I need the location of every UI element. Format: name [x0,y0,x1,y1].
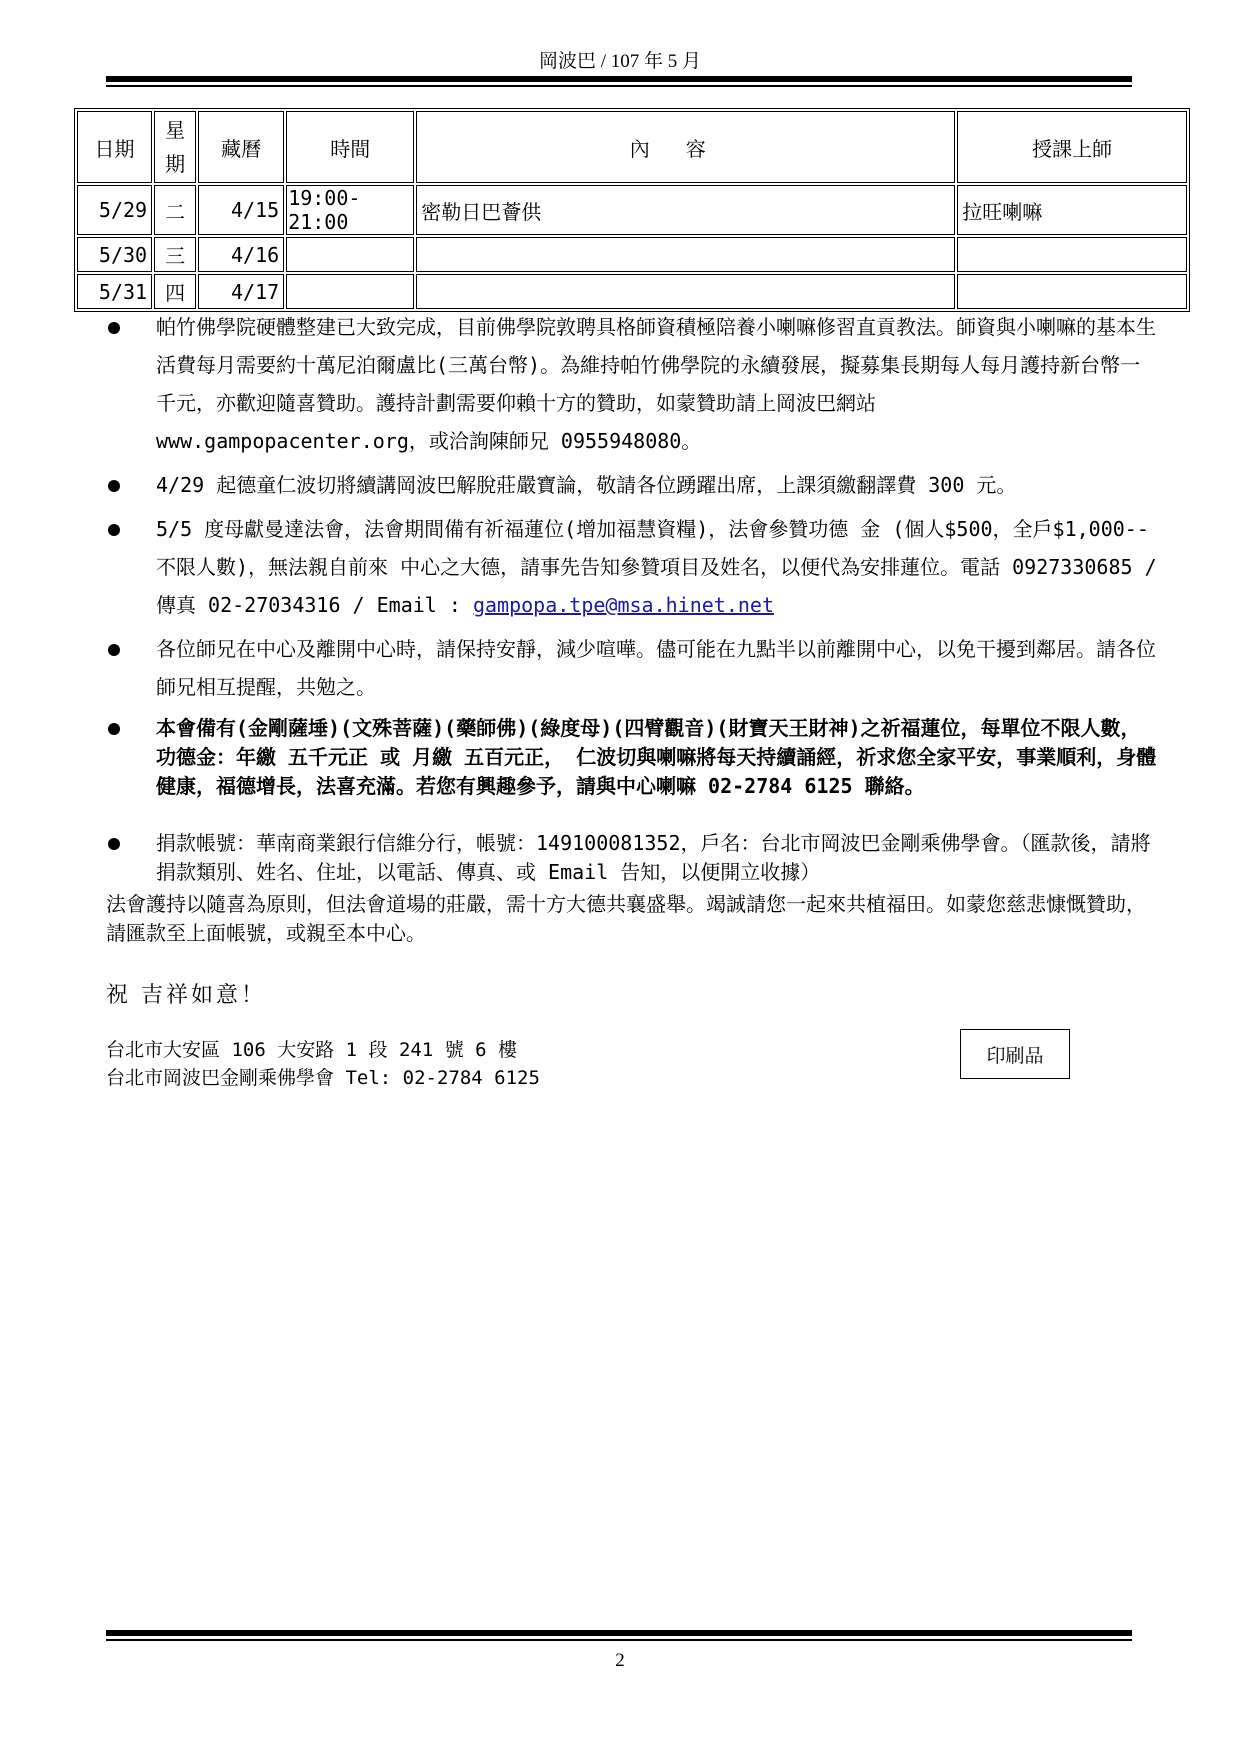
schedule-header-row [77,111,1187,183]
notice-tara-puja: 5/5 度母獻曼達法會，法會期間備有祈福蓮位(增加福慧資糧)，法會參贊功德 金 (個人$500，全戶$1,000--不限人數)，無法親自前來 中心之大德，請事先告知參贊項目及姓名，以便代為安排蓮位。電話 0927330685 / 傳真 02-27034316 / Email : [156,517,1157,617]
col-date-header: 日期 [77,111,152,183]
footer-rule-thick [106,1630,1132,1636]
bullet-icon [108,524,120,536]
col-content-header: 內容 [416,111,955,183]
bullet-icon [108,838,120,850]
notice-list [106,308,1158,893]
notice-academy-support: 帕竹佛學院硬體整建已大致完成，目前佛學院敦聘具格師資積極陪養小喇嘛修習直貢教法。師資與小喇嘛的基本生活費每月需要約十萬尼泊爾盧比(三萬台幣)。為維持帕竹佛學院的永續發展，擬募集長期每人每月護持新台幣一千元，亦歡迎隨喜贊助。護持計劃需要仰賴十方的贊助，如蒙贊助請上岡波巴網站 www.gampopacenter.org，或洽詢陳師兄 0955948080。 [156,315,1156,453]
table-row [77,274,1187,309]
printed-matter-stamp: 印刷品 [960,1029,1070,1079]
cell-date: 5/29 [77,185,152,235]
notice-donation-account: 捐款帳號：華南商業銀行信維分行，帳號：149100081352，戶名：台北市岡波巴金剛乘佛學會。（匯款後，請將捐款類別、姓名、住址，以電話、傳真、或 Email 告知，以便開立收據） [156,831,1151,884]
cell-content [416,237,955,272]
cell-time [286,237,414,272]
notice-teaching-schedule: 4/29 起德童仁波切將續講岡波巴解脫莊嚴寶論，敬請各位踴躍出席，上課須繳翻譯費 300 元。 [156,473,1017,497]
closing-paragraph: 法會護持以隨喜為原則，但法會道場的莊嚴，需十方大德共襄盛舉。竭誠請您一起來共植福田。如蒙您慈悲慷慨贊助，請匯款至上面帳號，或親至本中心。 [106,892,1146,945]
list-item [106,714,1158,801]
list-item [106,466,1158,504]
cell-date: 5/31 [77,274,152,309]
email-link[interactable]: gampopa.tpe@msa.hinet.net [472,593,774,617]
cell-time [286,274,414,309]
col-weekday-header: 星 期 [154,111,196,183]
header-rule-thick [106,76,1132,82]
greeting: 祝 吉祥如意！ [106,983,266,1008]
table-row [77,237,1187,272]
bullet-icon [108,723,120,735]
cell-weekday: 四 [154,274,196,309]
cell-time: 19:00-21:00 [286,185,414,235]
list-item [106,308,1158,460]
notice-quiet-reminder: 各位師兄在中心及離開中心時，請保持安靜，減少喧嘩。儘可能在九點半以前離開中心，以免干擾到鄰居。請各位師兄相互提醒，共勉之。 [156,637,1156,699]
cell-teacher: 拉旺喇嘛 [957,185,1187,235]
footer-address: 台北市大安區 106 大安路 1 段 241 號 6 樓 [106,1039,518,1061]
bullet-icon [108,322,120,334]
list-item [106,510,1158,624]
notice-blessing-tablets: 本會備有(金剛薩埵)(文殊菩薩)(藥師佛)(綠度母)(四臂觀音)(財寶天王財神)之祈福蓮位，每單位不限人數，功德金：年繳 五千元正 或 月繳 五百元正， 仁波切與喇嘛將每天持續誦經，祈求您全家平安，事業順利，身體健康，福德增長，法喜充滿。若您有興趣參予，請與中心喇嘛 02-2784 6125 聯絡。 [156,716,1157,798]
col-tibetan-header: 藏曆 [198,111,284,183]
cell-tibetan: 4/17 [198,274,284,309]
cell-content [416,274,955,309]
footer-rule-thin [106,1639,1132,1641]
col-teacher-header: 授課上師 [957,111,1187,183]
page-header-title: 岡波巴 / 107 年 5 月 [538,51,702,72]
cell-tibetan: 4/16 [198,237,284,272]
col-time-header: 時間 [286,111,414,183]
footer-address-block [106,1036,540,1092]
cell-weekday: 二 [154,185,196,235]
schedule-table [74,108,1190,312]
bullet-icon [108,644,120,656]
page-number: 2 [615,1650,625,1671]
footer-org: 台北市岡波巴金剛乘佛學會 Tel: 02-2784 6125 [106,1067,540,1089]
cell-weekday: 三 [154,237,196,272]
cell-teacher [957,274,1187,309]
cell-tibetan: 4/15 [198,185,284,235]
cell-content: 密勒日巴薈供 [416,185,955,235]
list-item [106,829,1158,887]
cell-date: 5/30 [77,237,152,272]
list-item [106,630,1158,706]
bullet-icon [108,480,120,492]
table-row [77,185,1187,235]
header-rule-thin [106,85,1132,87]
cell-teacher [957,237,1187,272]
